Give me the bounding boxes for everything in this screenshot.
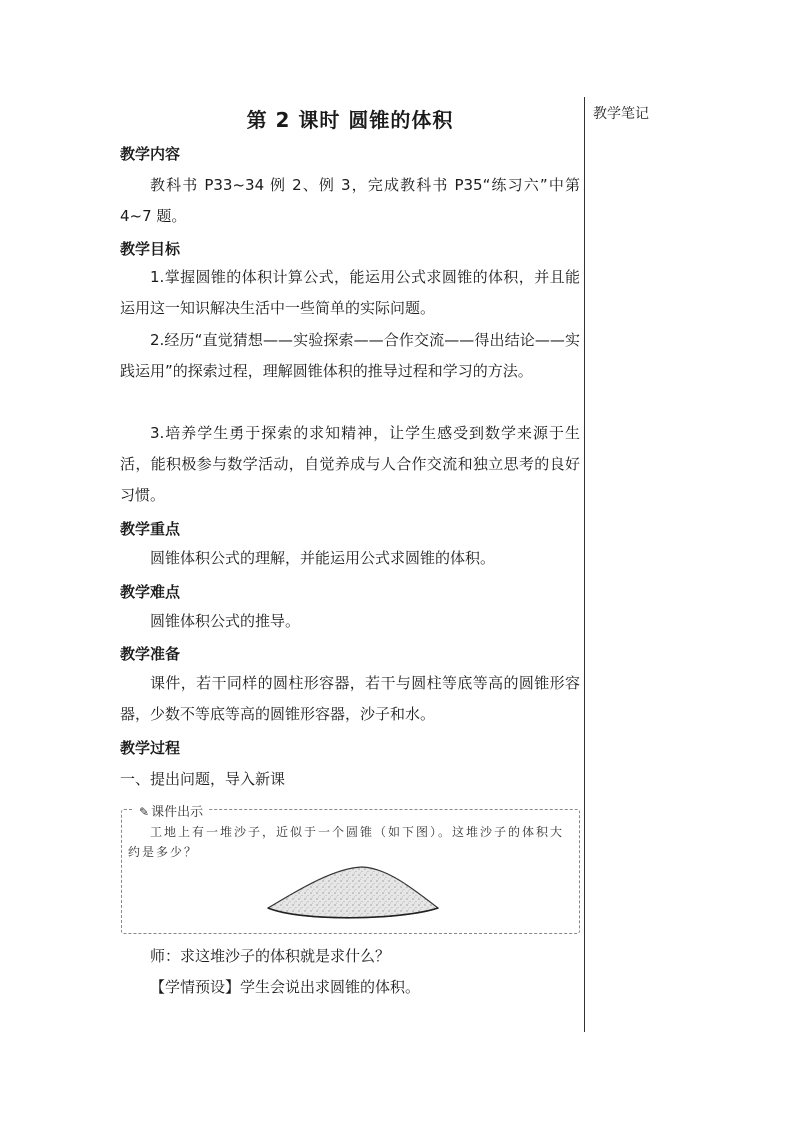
content-heading: 教学内容: [120, 145, 181, 163]
courseware-tag: [133, 801, 209, 820]
page-title: 第 2 课时 圆锥的体积: [246, 108, 454, 132]
sand-pile-cone-image: [262, 862, 442, 924]
goals-heading: 教学目标: [120, 240, 181, 258]
content-text: 教科书 P33~34 例 2、例 3，完成教科书 P35“练习六”中第 4~7 题。: [120, 176, 580, 225]
difficulty-heading: 教学难点: [120, 583, 181, 601]
teacher-question: 师：求这堆沙子的体积就是求什么？: [150, 947, 391, 965]
goal-1: 1.掌握圆锥的体积计算公式，能运用公式求圆锥的体积，并且能运用这一知识解决生活中一些简单的实际问题。: [120, 268, 580, 317]
pen-icon: ✎: [139, 805, 150, 819]
notes-column-divider: [584, 97, 585, 1032]
difficulty-text: 圆锥体积公式的推导。: [150, 612, 301, 630]
notes-label: 教学笔记: [593, 106, 649, 122]
step-1-heading: 一、提出问题，导入新课: [120, 770, 286, 788]
preset-answer: 【学情预设】学生会说出求圆锥的体积。: [150, 978, 421, 996]
prep-text: 课件，若干同样的圆柱形容器，若干与圆柱等底等高的圆锥形容器，少数不等底等高的圆锥形容器，沙子和水。: [120, 674, 580, 723]
key-text: 圆锥体积公式的理解，并能运用公式求圆锥的体积。: [150, 549, 496, 567]
process-heading: 教学过程: [120, 739, 181, 757]
courseware-question: 工地上有一堆沙子，近似于一个圆锥（如下图）。这堆沙子的体积大约是多少？: [128, 825, 565, 859]
courseware-tag-label: 课件出示: [151, 805, 204, 820]
prep-heading: 教学准备: [120, 645, 181, 663]
key-heading: 教学重点: [120, 520, 181, 538]
goal-3: 3.培养学生勇于探索的求知精神，让学生感受到数学来源于生活，能积极参与数学活动，自觉养成与人合作交流和独立思考的良好习惯。: [120, 424, 580, 504]
goal-2: 2.经历“直觉猜想——实验探索——合作交流——得出结论——实践运用”的探索过程，理解圆锥体积的推导过程和学习的方法。: [120, 331, 580, 380]
